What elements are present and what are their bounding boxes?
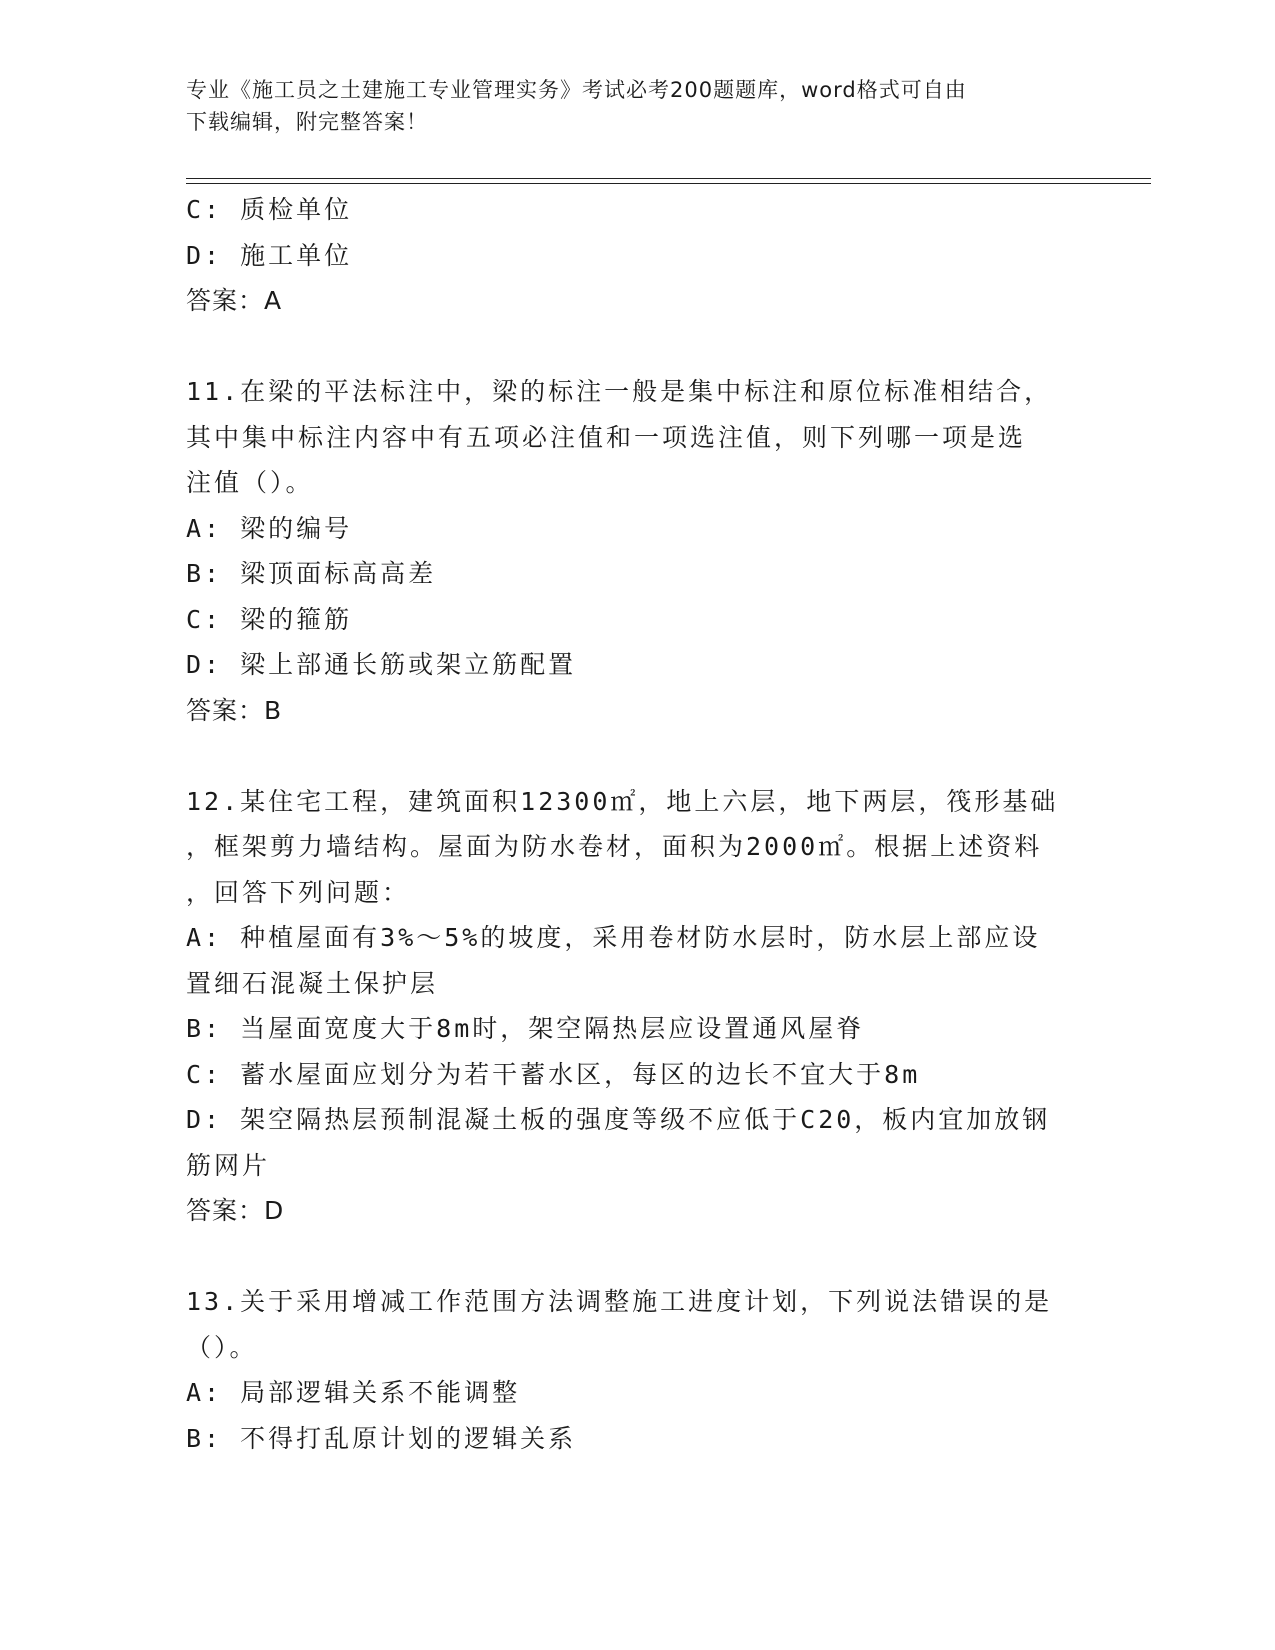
question-13 [186, 1279, 1086, 1461]
option-d-continued: 筋网片 [186, 1150, 271, 1180]
option-a: A: 梁的编号 [186, 513, 353, 543]
question-stem: ，框架剪力墙结构。屋面为防水卷材，面积为2000㎡。根据上述资料 [186, 832, 1043, 861]
option-a: A: 局部逻辑关系不能调整 [186, 1378, 521, 1407]
question-10-tail [186, 187, 1086, 324]
option-b: B: 当屋面宽度大于8m时，架空隔热层应设置通风屋脊 [186, 1014, 865, 1043]
question-content [186, 187, 1086, 1461]
option-d: D: 梁上部通长筋或架立筋配置 [186, 650, 577, 679]
option-b: B: 不得打乱原计划的逻辑关系 [186, 1423, 577, 1453]
option-a: A: 种植屋面有3%～5%的坡度，采用卷材防水层时，防水层上部应设 [186, 923, 1041, 952]
answer: 答案：D [186, 1196, 285, 1225]
header-title-line-2: 下载编辑，附完整答案！ [186, 110, 428, 134]
question-12 [186, 779, 1086, 1234]
answer: 答案：B [186, 695, 283, 725]
question-11 [186, 369, 1086, 733]
spacer [186, 324, 1086, 370]
option-a-continued: 置细石混凝土保护层 [186, 968, 439, 998]
question-stem: ，回答下列问题： [186, 877, 411, 907]
header-title-line-1: 专业《施工员之土建施工专业管理实务》考试必考200题题库，word格式可自由 [186, 78, 967, 102]
header-divider-top [186, 178, 1151, 179]
option-d: D: 架空隔热层预制混凝土板的强度等级不应低于C20，板内宜加放钢 [186, 1105, 1051, 1134]
option-d: D: 施工单位 [186, 240, 353, 270]
question-stem: 11.在梁的平法标注中，梁的标注一般是集中标注和原位标准相结合， [186, 377, 1053, 406]
question-stem: 注值（）。 [186, 468, 314, 497]
spacer [186, 733, 1086, 779]
option-c: C: 梁的箍筋 [186, 604, 353, 634]
question-stem: 13.关于采用增减工作范围方法调整施工进度计划，下列说法错误的是 [186, 1287, 1053, 1316]
option-c: C: 质检单位 [186, 195, 353, 224]
question-stem: 其中集中标注内容中有五项必注值和一项选注值，则下列哪一项是选 [186, 422, 1027, 452]
question-stem: 12.某住宅工程，建筑面积12300㎡，地上六层，地下两层，筏形基础 [186, 786, 1059, 816]
option-c: C: 蓄水屋面应划分为若干蓄水区，每区的边长不宜大于8m [186, 1059, 921, 1089]
question-stem: （）。 [186, 1332, 258, 1362]
spacer [186, 1234, 1086, 1280]
answer: 答案：A [186, 286, 283, 315]
document-header [186, 74, 1066, 138]
option-b: B: 梁顶面标高高差 [186, 559, 437, 588]
header-divider-bottom [186, 183, 1151, 184]
